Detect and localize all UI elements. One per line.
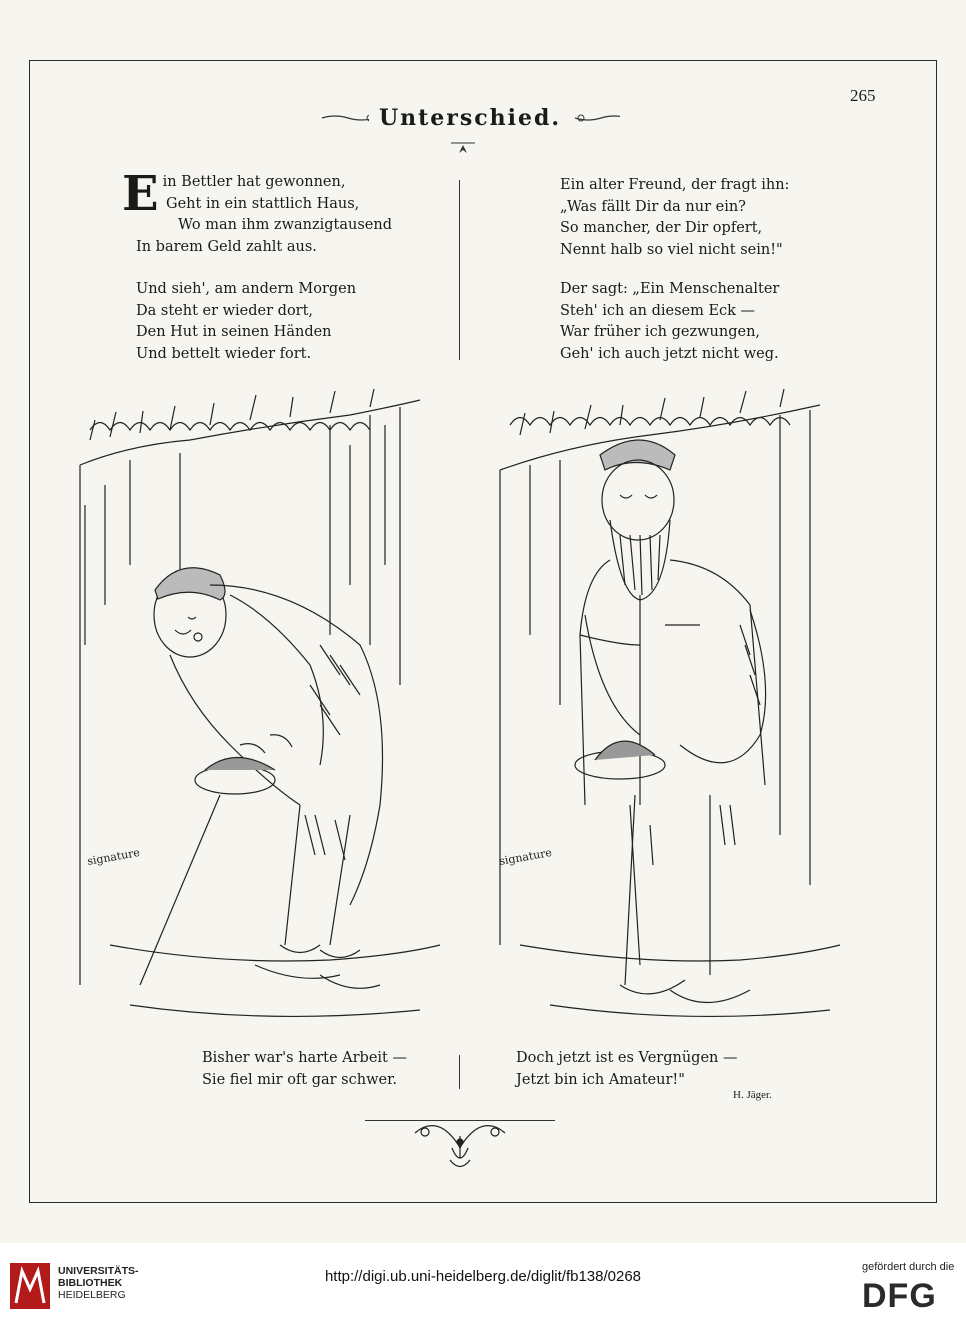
stanza-line: in Bettler hat gewonnen, [162,174,346,190]
caption-divider [459,1055,460,1089]
right-flourish-icon [571,111,620,125]
artist-signature: signature [86,845,141,868]
stanza-line: Steh' ich an diesem Eck — [560,302,756,319]
illustration-hunched-beggar [70,385,450,1035]
stanza-1 [122,166,422,258]
page-number: 265 [850,86,876,105]
caption-line: Sie fiel mir oft gar schwer. [202,1071,398,1088]
illustration-standing-gentleman [490,385,860,1035]
stanza-4 [560,279,900,365]
page-title: Unterschied. [378,105,562,131]
stanza-line: Der sagt: „Ein Menschenalter [560,281,780,297]
caption-line: Doch jetzt ist es Vergnügen — [516,1050,738,1066]
stanza-line: Und sieh', am andern Morgen [136,281,357,297]
stanza-2 [136,279,436,365]
column-divider [459,180,460,360]
tailpiece-ornament-icon [410,1118,510,1178]
stanza-line: „Was fällt Dir da nur ein? [560,198,746,215]
stanza-line: Den Hut in seinen Händen [136,324,332,340]
institution-line: HEIDELBERG [58,1289,126,1301]
stanza-line: Da steht er wieder dort, [136,302,314,319]
drop-cap: E [122,166,159,222]
title-block [320,98,620,138]
institution-line: BIBLIOTHEK [58,1277,123,1289]
stanza-line: Und bettelt wieder fort. [136,345,312,362]
title-ornament-icon [449,139,477,157]
author-credit: H. Jäger. [733,1089,772,1101]
caption-line: Bisher war's harte Arbeit — [202,1050,407,1066]
institution-line: UNIVERSITÄTS- [58,1265,139,1277]
digitization-footer [0,1243,966,1321]
left-flourish-icon [320,111,369,125]
stanza-line: Wo man ihm zwanzigtausend [178,217,392,233]
stanza-line: War früher ich gezwungen, [560,324,761,340]
stanza-line: Nennt halb so viel nicht sein!" [560,241,783,258]
stanza-3 [560,175,900,261]
stanza-line: So mancher, der Dir opfert, [560,220,763,236]
source-url[interactable]: http://digi.ub.uni-heidelberg.de/diglit/fb138/0268 [324,1268,642,1285]
stanza-line: Geht in ein stattlich Haus, [166,195,360,212]
caption-right [516,1048,776,1091]
caption-left [202,1048,462,1091]
dfg-logo: DFG [862,1277,937,1315]
funding-note: gefördert durch die [862,1261,955,1273]
stanza-line: Geh' ich auch jetzt nicht weg. [560,345,779,362]
caption-line: Jetzt bin ich Amateur!" [516,1071,685,1088]
stanza-line: In barem Geld zahlt aus. [136,238,317,255]
stanza-line: Ein alter Freund, der fragt ihn: [560,177,790,193]
artist-signature: signature [498,845,553,868]
